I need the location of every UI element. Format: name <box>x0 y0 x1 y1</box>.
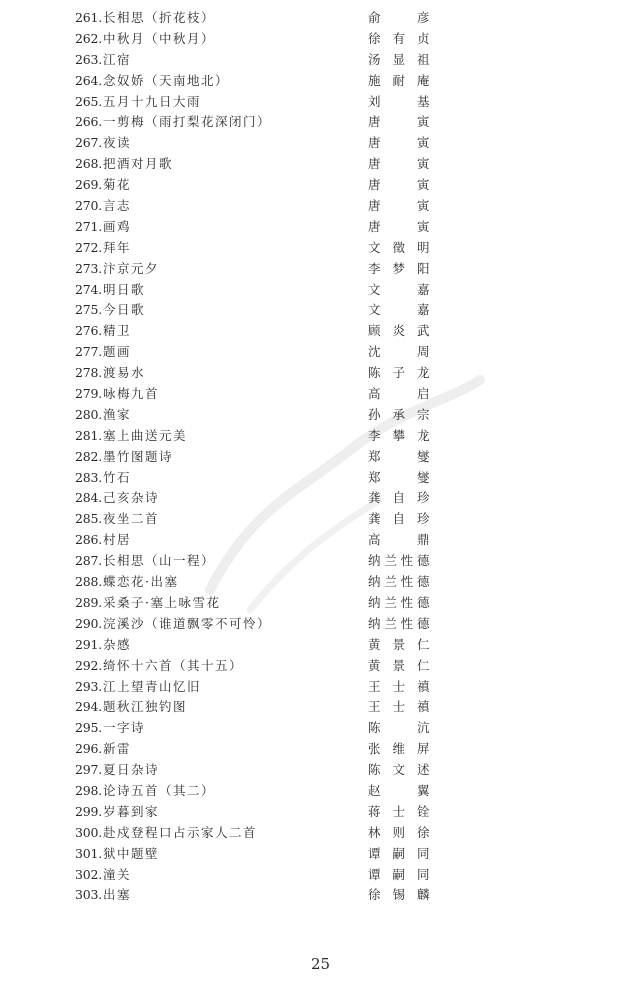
entry-author: 刘基 <box>368 93 430 109</box>
entry-number: 262. <box>74 30 102 46</box>
entry-number: 272. <box>74 239 102 255</box>
entry-number: 264. <box>74 72 102 88</box>
list-item <box>0 196 641 217</box>
entry-number: 301. <box>74 845 102 861</box>
entry-author: 唐寅 <box>368 198 430 214</box>
list-item <box>0 342 641 363</box>
entry-number: 293. <box>74 678 102 694</box>
entry-number: 278. <box>74 365 102 381</box>
entry-number: 288. <box>74 574 102 590</box>
entry-number: 263. <box>74 51 102 67</box>
entry-title: 把酒对月歌 <box>103 156 174 172</box>
entry-title: 题秋江独钓图 <box>103 699 188 715</box>
list-item <box>0 760 641 781</box>
entry-number: 291. <box>74 636 102 652</box>
entry-author: 纳兰性德 <box>368 553 430 569</box>
entry-author: 谭嗣同 <box>368 866 430 882</box>
entry-author: 沈周 <box>368 344 430 360</box>
entry-title: 杂感 <box>103 636 132 652</box>
entry-title: 一字诗 <box>103 720 146 736</box>
list-item <box>0 238 641 259</box>
entry-author: 唐寅 <box>368 114 430 130</box>
entry-number: 284. <box>74 490 102 506</box>
entry-author: 纳兰性德 <box>368 615 430 631</box>
entry-author: 赵翼 <box>368 782 430 798</box>
entry-author: 唐寅 <box>368 177 430 193</box>
entry-author: 林则徐 <box>368 824 430 840</box>
list-item <box>0 175 641 196</box>
entry-title: 长相思（山一程） <box>103 553 216 569</box>
entry-author: 唐寅 <box>368 218 430 234</box>
entry-title: 论诗五首（其二） <box>103 782 216 798</box>
entry-title: 采桑子·塞上咏雪花 <box>103 594 221 610</box>
entry-author: 李梦阳 <box>368 260 430 276</box>
entry-title: 村居 <box>103 532 132 548</box>
entry-title: 今日歌 <box>103 302 146 318</box>
entry-author: 陈子龙 <box>368 365 430 381</box>
entry-author: 陈文述 <box>368 762 430 778</box>
entry-number: 276. <box>74 323 102 339</box>
entry-author: 龚自珍 <box>368 490 430 506</box>
entry-number: 303. <box>74 887 102 903</box>
entry-number: 267. <box>74 135 102 151</box>
entry-author: 纳兰性德 <box>368 574 430 590</box>
entry-author: 徐有贞 <box>368 30 430 46</box>
entry-title: 明日歌 <box>103 281 146 297</box>
entry-author: 李攀龙 <box>368 427 430 443</box>
entry-title: 江宿 <box>103 51 132 67</box>
entry-number: 275. <box>74 302 102 318</box>
entry-number: 292. <box>74 657 102 673</box>
entry-author: 顾炎武 <box>368 323 430 339</box>
entry-title: 蝶恋花·出塞 <box>103 574 179 590</box>
entry-title: 中秋月（中秋月） <box>103 30 216 46</box>
entry-author: 施耐庵 <box>368 72 430 88</box>
entry-number: 286. <box>74 532 102 548</box>
entry-title: 题画 <box>103 344 132 360</box>
entry-title: 言志 <box>103 198 132 214</box>
entry-author: 谭嗣同 <box>368 845 430 861</box>
entry-title: 墨竹图题诗 <box>103 448 174 464</box>
entry-author: 龚自珍 <box>368 511 430 527</box>
list-item <box>0 718 641 739</box>
list-item <box>0 656 641 677</box>
entry-author: 张维屏 <box>368 741 430 757</box>
entry-number: 271. <box>74 218 102 234</box>
entry-title: 岁暮到家 <box>103 803 160 819</box>
list-item <box>0 300 641 321</box>
entry-title: 江上望青山忆旧 <box>103 678 202 694</box>
list-item <box>0 468 641 489</box>
list-item <box>0 572 641 593</box>
entry-title: 赴戍登程口占示家人二首 <box>103 824 258 840</box>
list-item <box>0 154 641 175</box>
entry-number: 289. <box>74 594 102 610</box>
list-item <box>0 551 641 572</box>
list-item <box>0 8 641 29</box>
poem-list <box>0 8 641 906</box>
entry-title: 精卫 <box>103 323 132 339</box>
entry-number: 282. <box>74 448 102 464</box>
entry-author: 汤显祖 <box>368 51 430 67</box>
entry-author: 徐锡麟 <box>368 887 430 903</box>
list-item <box>0 29 641 50</box>
list-item <box>0 112 641 133</box>
entry-title: 汴京元夕 <box>103 260 160 276</box>
entry-number: 261. <box>74 10 102 25</box>
entry-author: 唐寅 <box>368 156 430 172</box>
list-item <box>0 217 641 238</box>
entry-number: 287. <box>74 553 102 569</box>
list-item <box>0 447 641 468</box>
entry-title: 长相思（折花枝） <box>103 10 216 25</box>
list-item <box>0 677 641 698</box>
list-item <box>0 530 641 551</box>
list-item <box>0 92 641 113</box>
list-item <box>0 739 641 760</box>
entry-title: 画鸡 <box>103 218 132 234</box>
entry-title: 塞上曲送元美 <box>103 427 188 443</box>
entry-number: 297. <box>74 762 102 778</box>
entry-number: 281. <box>74 427 102 443</box>
entry-title: 绮怀十六首（其十五） <box>103 657 244 673</box>
entry-title: 浣溪沙（谁道飘零不可怜） <box>103 615 272 631</box>
entry-title: 新雷 <box>103 741 132 757</box>
entry-author: 文徵明 <box>368 239 430 255</box>
entry-title: 五月十九日大雨 <box>103 93 202 109</box>
entry-author: 郑燮 <box>368 469 430 485</box>
entry-number: 270. <box>74 198 102 214</box>
entry-author: 纳兰性德 <box>368 594 430 610</box>
list-item <box>0 823 641 844</box>
entry-number: 296. <box>74 741 102 757</box>
entry-number: 269. <box>74 177 102 193</box>
entry-title: 夜读 <box>103 135 132 151</box>
list-item <box>0 133 641 154</box>
entry-number: 294. <box>74 699 102 715</box>
entry-author: 郑燮 <box>368 448 430 464</box>
entry-author: 高鼎 <box>368 532 430 548</box>
list-item <box>0 885 641 906</box>
entry-number: 300. <box>74 824 102 840</box>
entry-author: 高启 <box>368 386 430 402</box>
list-item <box>0 865 641 886</box>
list-item <box>0 384 641 405</box>
entry-number: 277. <box>74 344 102 360</box>
entry-title: 狱中题壁 <box>103 845 160 861</box>
entry-title: 菊花 <box>103 177 132 193</box>
entry-author: 黄景仁 <box>368 657 430 673</box>
entry-author: 文嘉 <box>368 281 430 297</box>
entry-title: 一剪梅（雨打梨花深闭门） <box>103 114 272 130</box>
list-item <box>0 697 641 718</box>
entry-number: 265. <box>74 93 102 109</box>
entry-title: 咏梅九首 <box>103 386 160 402</box>
entry-title: 己亥杂诗 <box>103 490 160 506</box>
entry-author: 蒋士铨 <box>368 803 430 819</box>
entry-number: 268. <box>74 156 102 172</box>
entry-title: 渡易水 <box>103 365 146 381</box>
entry-author: 王士禛 <box>368 699 430 715</box>
entry-title: 潼关 <box>103 866 132 882</box>
entry-number: 280. <box>74 406 102 422</box>
entry-number: 283. <box>74 469 102 485</box>
list-item <box>0 802 641 823</box>
entry-number: 299. <box>74 803 102 819</box>
list-item <box>0 593 641 614</box>
entry-number: 295. <box>74 720 102 736</box>
entry-author: 孙承宗 <box>368 406 430 422</box>
entry-title: 渔家 <box>103 406 132 422</box>
entry-title: 念奴娇（天南地北） <box>103 72 230 88</box>
entry-title: 拜年 <box>103 239 132 255</box>
entry-number: 298. <box>74 782 102 798</box>
list-item <box>0 280 641 301</box>
entry-title: 夏日杂诗 <box>103 762 160 778</box>
entry-number: 274. <box>74 281 102 297</box>
entry-author: 陈沆 <box>368 720 430 736</box>
page-number: 25 <box>310 955 331 973</box>
entry-number: 285. <box>74 511 102 527</box>
entry-author: 唐寅 <box>368 135 430 151</box>
entry-author: 黄景仁 <box>368 636 430 652</box>
entry-author: 俞彦 <box>368 10 430 25</box>
entry-author: 王士禛 <box>368 678 430 694</box>
list-item <box>0 509 641 530</box>
entry-title: 夜坐二首 <box>103 511 160 527</box>
entry-title: 出塞 <box>103 887 132 903</box>
list-item <box>0 426 641 447</box>
entry-number: 266. <box>74 114 102 130</box>
entry-author: 文嘉 <box>368 302 430 318</box>
list-item <box>0 50 641 71</box>
list-item <box>0 635 641 656</box>
list-item <box>0 321 641 342</box>
list-item <box>0 781 641 802</box>
list-item <box>0 614 641 635</box>
list-item <box>0 844 641 865</box>
list-item <box>0 488 641 509</box>
list-item <box>0 259 641 280</box>
entry-number: 279. <box>74 386 102 402</box>
entry-number: 273. <box>74 260 102 276</box>
entry-number: 290. <box>74 615 102 631</box>
list-item <box>0 71 641 92</box>
list-item <box>0 405 641 426</box>
list-item <box>0 363 641 384</box>
entry-title: 竹石 <box>103 469 132 485</box>
entry-number: 302. <box>74 866 102 882</box>
